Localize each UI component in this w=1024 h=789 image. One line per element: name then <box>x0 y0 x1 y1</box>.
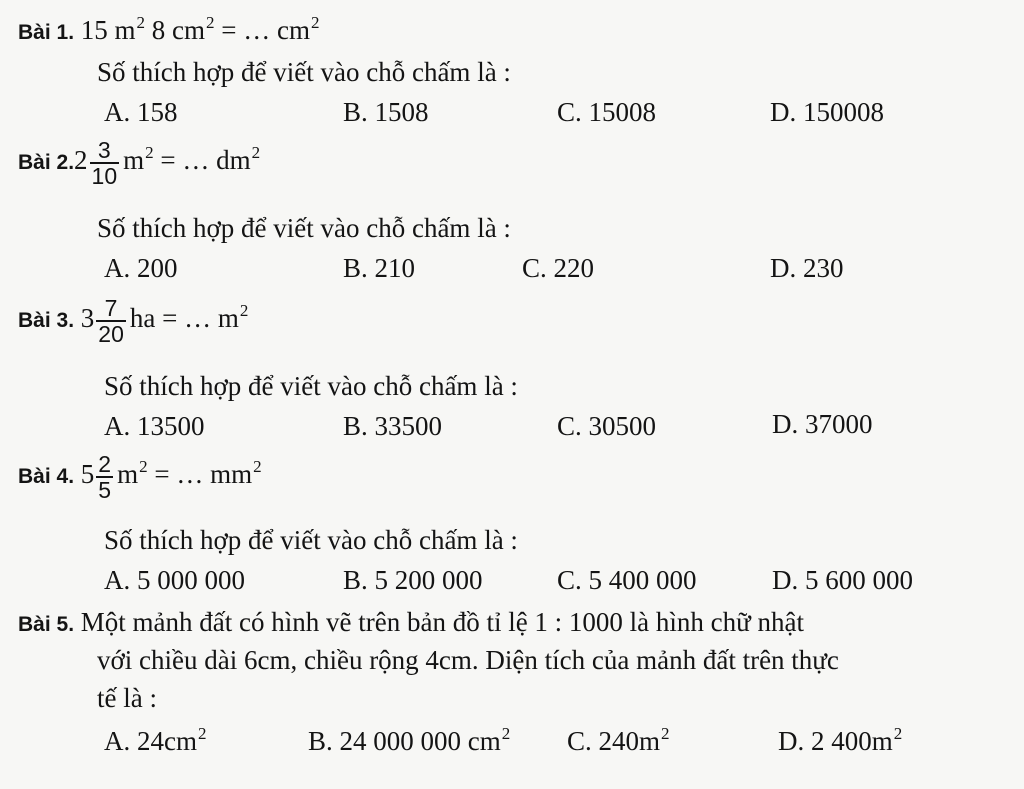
q1-unit1: m <box>114 15 136 45</box>
q3-frac-den: 20 <box>98 321 124 347</box>
q2-fraction <box>90 138 120 188</box>
q4-unit1: m <box>117 459 139 490</box>
q3-prompt: Số thích hợp để viết vào chỗ chấm là : <box>104 371 518 401</box>
q1-equals-blank: = … <box>221 15 271 45</box>
q1-option-c[interactable]: C. 15008 <box>557 97 657 127</box>
q1-prompt: Số thích hợp để viết vào chỗ chấm là : <box>97 57 511 87</box>
q2-label: Bài 2. <box>18 151 75 175</box>
q3-sup2: 2 <box>239 301 249 321</box>
q2-option-b[interactable]: B. 210 <box>343 253 416 283</box>
q2-frac-num: 3 <box>90 138 120 164</box>
q4-prompt: Số thích hợp để viết vào chỗ chấm là : <box>104 525 518 555</box>
q3-header <box>18 296 248 346</box>
q2-whole: 2 <box>74 145 88 176</box>
q4-header <box>18 452 262 502</box>
q3-fraction <box>96 296 126 346</box>
q3-unit1: ha <box>129 303 156 334</box>
q4-unit2: mm <box>210 459 253 490</box>
q3-option-b[interactable]: B. 33500 <box>343 411 443 441</box>
q2-header <box>18 138 260 188</box>
q4-equals-blank: = … <box>154 459 204 490</box>
q4-option-c[interactable]: C. 5 400 000 <box>557 565 697 595</box>
q4-option-a[interactable]: A. 5 000 000 <box>104 565 245 595</box>
q3-unit2: m <box>217 303 239 334</box>
q1-option-b[interactable]: B. 1508 <box>343 97 429 127</box>
q1-value2: 8 <box>151 15 166 45</box>
q5-option-c-text: C. 240m <box>567 726 661 756</box>
q5-option-a[interactable] <box>104 725 206 761</box>
q1-option-d[interactable]: D. 150008 <box>770 97 884 127</box>
q5-option-c[interactable] <box>567 725 670 761</box>
q2-sup2: 2 <box>251 143 261 163</box>
q5-text-1: Một mảnh đất có hình vẽ trên bản đồ tỉ lệ 1 : 1000 là hình chữ nhật <box>80 607 805 637</box>
q3-whole: 3 <box>80 303 95 334</box>
q2-option-d[interactable]: D. 230 <box>770 253 844 283</box>
q1-value: 15 <box>80 15 108 45</box>
q3-option-a[interactable]: A. 13500 <box>104 411 205 441</box>
q2-equals-blank: = … <box>160 145 210 176</box>
q2-unit2: dm <box>216 145 251 176</box>
q3-option-d[interactable]: D. 37000 <box>772 409 873 439</box>
q4-option-b[interactable]: B. 5 200 000 <box>343 565 483 595</box>
q3-frac-num: 7 <box>96 296 126 322</box>
q4-option-d[interactable]: D. 5 600 000 <box>772 565 913 595</box>
q2-option-a[interactable]: A. 200 <box>104 253 178 283</box>
q5-text-line3: tế là : <box>97 683 157 713</box>
q4-sup2: 2 <box>253 457 262 477</box>
q1-unit2: cm <box>172 15 206 45</box>
q1-option-a[interactable]: A. 158 <box>104 97 178 127</box>
q3-equals-blank: = … <box>162 303 212 334</box>
q5-label: Bài 5. <box>18 613 75 636</box>
q5-option-d-text: D. 2 400m <box>778 726 893 756</box>
q5-text-line1 <box>18 603 804 644</box>
q5-option-c-sup: 2 <box>661 724 670 743</box>
q1-header <box>18 14 320 50</box>
q1-sup3: 2 <box>311 13 320 32</box>
q5-option-a-sup: 2 <box>197 724 207 743</box>
q1-sup2: 2 <box>206 13 215 32</box>
q5-option-a-text: A. 24cm <box>104 726 197 756</box>
q1-label: Bài 1. <box>18 21 75 44</box>
q1-unit3: cm <box>277 15 311 45</box>
q5-option-b-sup: 2 <box>501 724 511 743</box>
q4-frac-num: 2 <box>98 451 112 477</box>
q5-option-b-text: B. 24 000 000 cm <box>308 726 501 756</box>
q4-fraction <box>96 452 113 502</box>
q1-sup1: 2 <box>136 13 146 32</box>
q3-option-c[interactable]: C. 30500 <box>557 411 657 441</box>
q2-option-c[interactable]: C. 220 <box>522 253 595 283</box>
q4-label: Bài 4. <box>18 465 75 489</box>
q5-text-line2: với chiều dài 6cm, chiều rộng 4cm. Diện tích của mảnh đất trên thực <box>97 645 839 675</box>
q4-whole: 5 <box>80 459 95 490</box>
q2-frac-den: 10 <box>91 163 118 189</box>
q5-option-b[interactable] <box>308 725 510 761</box>
q3-label: Bài 3. <box>18 309 75 333</box>
q5-option-d[interactable] <box>778 725 902 761</box>
q2-sup1: 2 <box>145 143 154 163</box>
q5-option-d-sup: 2 <box>893 724 903 743</box>
q4-sup1: 2 <box>139 457 148 477</box>
q2-prompt: Số thích hợp để viết vào chỗ chấm là : <box>97 213 511 243</box>
q4-frac-den: 5 <box>98 477 112 503</box>
q2-unit1: m <box>123 145 145 176</box>
